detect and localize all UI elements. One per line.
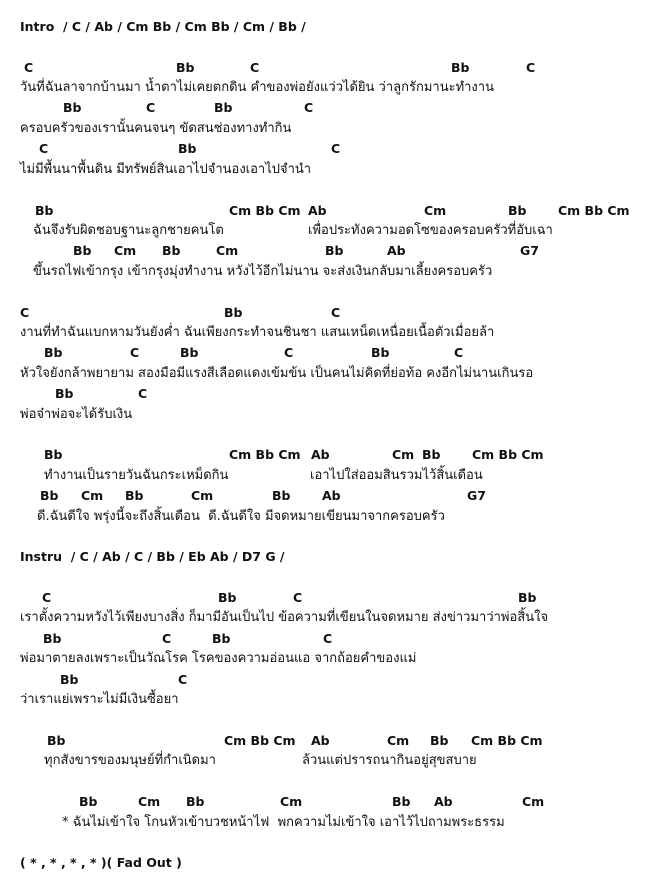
chord: Bb — [218, 590, 237, 605]
chord: C — [454, 345, 464, 360]
lyric-line: ไม่มีพื้นนาพื้นดิน มีทรัพย์สินเอาไปจำนองเอาไปจำนำ — [20, 162, 312, 177]
chord: Cm — [191, 488, 214, 503]
chord: C — [250, 60, 260, 75]
chord: Ab — [311, 447, 330, 462]
chord: Ab — [387, 243, 406, 258]
lyric-line: หัวใจยังกล้าพยายาม สองมือมีแรงสีเลือดแดงเข้มข้น เป็นคนไม่คิดที่ย่อท้อ คงอีกไม่นานเกินรอ — [20, 366, 534, 381]
chord: C — [20, 305, 30, 320]
chord: Bb — [180, 345, 199, 360]
chord: Bb — [43, 631, 62, 646]
chord: Cm — [138, 794, 161, 809]
chord: C — [138, 386, 148, 401]
chord: C — [24, 60, 34, 75]
chord: C — [526, 60, 536, 75]
chord: Cm — [424, 203, 447, 218]
chord: Bb — [518, 590, 537, 605]
lyric-line: ฉันจึงรับผิดชอบฐานะลูกชายคนโต — [33, 223, 224, 238]
chord: Bb — [162, 243, 181, 258]
chord: Bb — [176, 60, 195, 75]
chord: Bb — [451, 60, 470, 75]
chord: C — [130, 345, 140, 360]
chord: Ab — [308, 203, 327, 218]
chord: C — [146, 100, 156, 115]
lyric-line: เอาไปใส่ออมสินรวมไว้สิ้นเดือน — [310, 468, 483, 483]
chord: C — [331, 141, 341, 156]
chord: Cm Bb Cm — [472, 447, 544, 462]
chord: Cm Bb Cm — [229, 447, 301, 462]
chord: Bb — [125, 488, 144, 503]
chord: C — [304, 100, 314, 115]
chord: Bb — [430, 733, 449, 748]
chord: Bb — [40, 488, 59, 503]
chord: Cm Bb Cm — [471, 733, 543, 748]
lyric-line: ทำงานเป็นรายวันฉันกระเหม็ดกิน — [44, 468, 229, 483]
chord: Cm — [280, 794, 303, 809]
chord: Bb — [272, 488, 291, 503]
chord: Bb — [35, 203, 54, 218]
chord: C — [323, 631, 333, 646]
chord: Bb — [79, 794, 98, 809]
lyric-line: เพื่อประทังความอดโซของครอบครัวที่อับเฉา — [308, 223, 553, 238]
chord: Bb — [422, 447, 441, 462]
chord: Cm Bb Cm — [558, 203, 630, 218]
chord: Bb — [60, 672, 79, 687]
chord: Bb — [73, 243, 92, 258]
chord: Cm Bb Cm — [224, 733, 296, 748]
chord: Ab — [322, 488, 341, 503]
chord: Bb — [44, 447, 63, 462]
chord: C — [331, 305, 341, 320]
lyric-line: เราตั้งความหวังไว้เพียงบางสิ่ง ก็มามีอันเป็นไป ข้อความที่เขียนในจดหมาย ส่งข่าวมาว่าพ่อสิ้นใจ — [20, 610, 549, 625]
fade-out-line: ( * , * , * , * )( Fad Out ) — [20, 855, 182, 870]
chord: Bb — [325, 243, 344, 258]
chord: C — [162, 631, 172, 646]
instrumental-line: Instru / C / Ab / C / Bb / Eb Ab / D7 G / — [20, 549, 285, 564]
chord: Bb — [224, 305, 243, 320]
chord: C — [42, 590, 52, 605]
chord: Cm — [81, 488, 104, 503]
lyric-line: พ่อมาตายลงเพราะเป็นวัณโรค โรคของความอ่อนแอ จากถ้อยคำของแม่ — [20, 651, 417, 666]
chord: Cm — [392, 447, 415, 462]
chord: C — [293, 590, 303, 605]
lyric-line: ทุกสังขารของมนุษย์ที่กำเนิดมา — [44, 753, 216, 768]
chord: G7 — [520, 243, 539, 258]
chord: Bb — [55, 386, 74, 401]
chord: Bb — [47, 733, 66, 748]
lyric-line: * ฉันไม่เข้าใจ โกนหัวเข้าบวชหน้าไฟ พกความไม่เข้าใจ เอาไว้ไปถามพระธรรม — [62, 815, 505, 830]
chord: Bb — [63, 100, 82, 115]
chord: Bb — [508, 203, 527, 218]
intro-line: Intro / C / Ab / Cm Bb / Cm Bb / Cm / Bb / — [20, 19, 306, 34]
chord: C — [284, 345, 294, 360]
chord: Bb — [371, 345, 390, 360]
chord: Cm Bb Cm — [229, 203, 301, 218]
chord: Ab — [434, 794, 453, 809]
chord: Bb — [178, 141, 197, 156]
lyric-line: ว่าเราแย่เพราะไม่มีเงินซื้อยา — [20, 692, 179, 707]
chord: Cm — [522, 794, 545, 809]
chord: Bb — [214, 100, 233, 115]
chord: Bb — [186, 794, 205, 809]
chord: Bb — [212, 631, 231, 646]
lyric-line: ขึ้นรถไฟเข้ากรุง เข้ากรุงมุ่งทำงาน หวังไว้อีกไม่นาน จะส่งเงินกลับมาเลี้ยงครอบครัว — [33, 264, 493, 279]
chord: Cm — [216, 243, 239, 258]
lyric-line: ล้วนแต่ปรารถนากินอยู่สุขสบาย — [302, 753, 477, 768]
chord: Bb — [392, 794, 411, 809]
chord: Cm — [114, 243, 137, 258]
chord: G7 — [467, 488, 486, 503]
lyric-line: งานที่ทำฉันแบกหามวันยังค่ำ ฉันเพียงกระทำจนชินชา แสนเหน็ดเหนื่อยเนื้อตัวเมื่อยล้า — [20, 325, 495, 340]
chord: Bb — [44, 345, 63, 360]
lyric-line: ดี.ฉันดีใจ พรุ่งนี้จะถึงสิ้นเดือน ดี.ฉันดีใจ มีจดหมายเขียนมาจากครอบครัว — [37, 509, 445, 524]
chord: C — [39, 141, 49, 156]
lyric-line: พ่อจ๋าพ่อจะได้รับเงิน — [20, 407, 133, 422]
chord: C — [178, 672, 188, 687]
lyric-line: วันที่ฉันลาจากบ้านมา น้ำตาไม่เคยตกดิน คำของพ่อยังแว่วได้ยิน ว่าลูกรักมานะทำงาน — [20, 80, 494, 95]
chord: Ab — [311, 733, 330, 748]
lyric-line: ครอบครัวของเรานั้นคนจนๆ ขัดสนช่องทางทำกิน — [20, 121, 292, 136]
chord: Cm — [387, 733, 410, 748]
